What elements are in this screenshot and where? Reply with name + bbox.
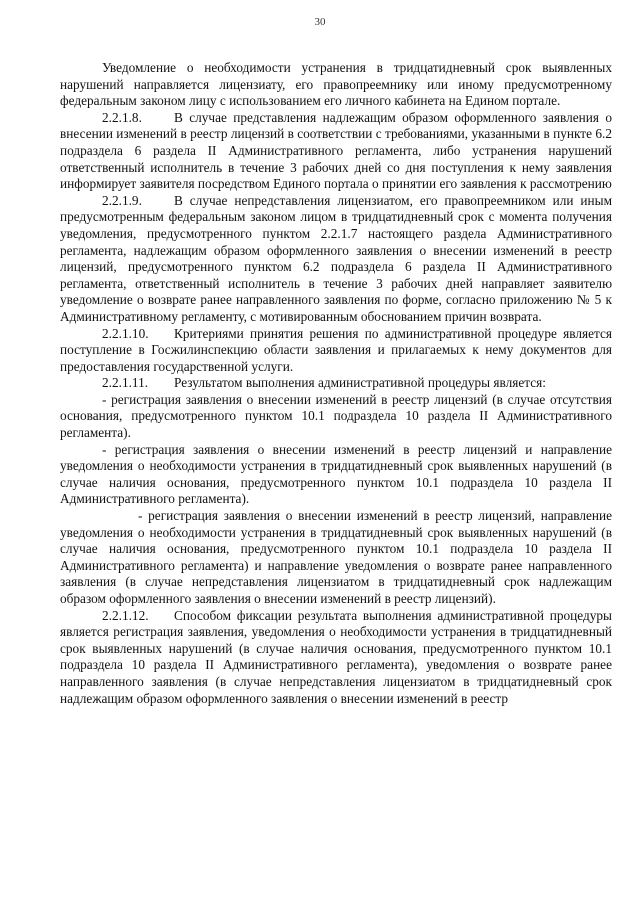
- paragraph-2-2-1-9: [60, 193, 612, 326]
- paragraph-2-2-1-10: [60, 326, 612, 376]
- paragraph-number: 2.2.1.8.: [102, 109, 142, 125]
- paragraph-2-2-1-8: [60, 110, 612, 193]
- paragraph-notification: [60, 60, 612, 110]
- paragraph-number: 2.2.1.12.: [102, 607, 149, 623]
- list-item-registration-notice: [60, 442, 612, 508]
- paragraph-text: В случае представления надлежащим образом оформленного заявления о внесении изменений в реестр лицензий в соответствии с требованиями, указанными в пункте 6.2 подраздела 6 раздела II Административного регламента, либо устранения нарушений ответственный исполнитель в течение 3 рабочих дней со дня поступления к нему заявления информирует заявителя посредством Единого портала о принятии его заявления к рассмотрению: [60, 109, 612, 192]
- paragraph-text: Критериями принятия решения по административной процедуре является поступление в Госжилинспекцию области заявления и прилагаемых к нему документов для предоставления государственной услуги.: [60, 325, 612, 374]
- paragraph-2-2-1-11: [60, 375, 612, 392]
- list-item-registration-notice-return: [60, 508, 612, 608]
- paragraph-text: Результатом выполнения административной процедуры является:: [174, 375, 546, 391]
- page-body: [60, 60, 612, 707]
- paragraph-number: 2.2.1.10.: [102, 325, 149, 341]
- paragraph-text: - регистрация заявления о внесении изменений в реестр лицензий, направление уведомления о необходимости устранения в тридцатидневный срок выявленных нарушений (в случае наличия основания, предусмотренного пунктом 10.1 подраздела 10 раздела II Административного регламента) и направление уведомления о возврате ранее направленного заявления (в случае непредставления лицензиатом в тридцатидневный срок надлежащим образом оформленного заявления о внесении изменений в реестр лицензий).: [60, 508, 612, 606]
- paragraph-text: Уведомление о необходимости устранения в тридцатидневный срок выявленных нарушений направляется лицензиату, его правопреемнику или иному предусмотренному федеральным законом лицу с использованием его личного кабинета на Едином портале.: [60, 60, 612, 109]
- paragraph-number: 2.2.1.9.: [102, 192, 142, 208]
- paragraph-text: - регистрация заявления о внесении изменений в реестр лицензий (в случае отсутствия основания, предусмотренного пунктом 10.1 подраздела 10 раздела II Административного регламента).: [60, 391, 612, 441]
- paragraph-text: В случае непредставления лицензиатом, его правопреемником или иным предусмотренным федеральным законом лицом в тридцатидневный срок с момента получения уведомления, предусмотренного пунктом 2.2.1.7 настоящего раздела Административного регламента, надлежащим образом оформленного заявления о внесении изменений в реестр лицензий, предусмотренного пунктом 6.2 подраздела 6 раздела II Административного регламента, ответственный исполнитель в течение 3 рабочих дней направляет заявителю уведомление о возврате ранее направленного заявления по форме, согласно приложению № 5 к Административному регламенту, с мотивированным обоснованием причин возврата.: [60, 192, 612, 324]
- list-item-registration: [60, 392, 612, 442]
- paragraph-2-2-1-12: [60, 608, 612, 708]
- paragraph-text: Способом фиксации результата выполнения административной процедуры является регистрация заявления, уведомления о необходимости устранения в тридцатидневный срок выявленных нарушений (в случае наличия основания, предусмотренного пунктом 10.1 подраздела 10 раздела II Административного регламента), уведомления о возврате ранее направленного заявления (в случае непредставления лицензиатом в тридцатидневный срок надлежащим образом оформленного заявления о внесении изменений в реестр: [60, 607, 612, 706]
- page-number: 30: [314, 16, 326, 28]
- paragraph-text: - регистрация заявления о внесении изменений в реестр лицензий и направление уведомления о необходимости устранения в тридцатидневный срок выявленных нарушений (в случае наличия основания, предусмотренного пунктом 10.1 подраздела 10 раздела II Административного регламента).: [60, 441, 612, 507]
- paragraph-number: 2.2.1.11.: [102, 375, 149, 391]
